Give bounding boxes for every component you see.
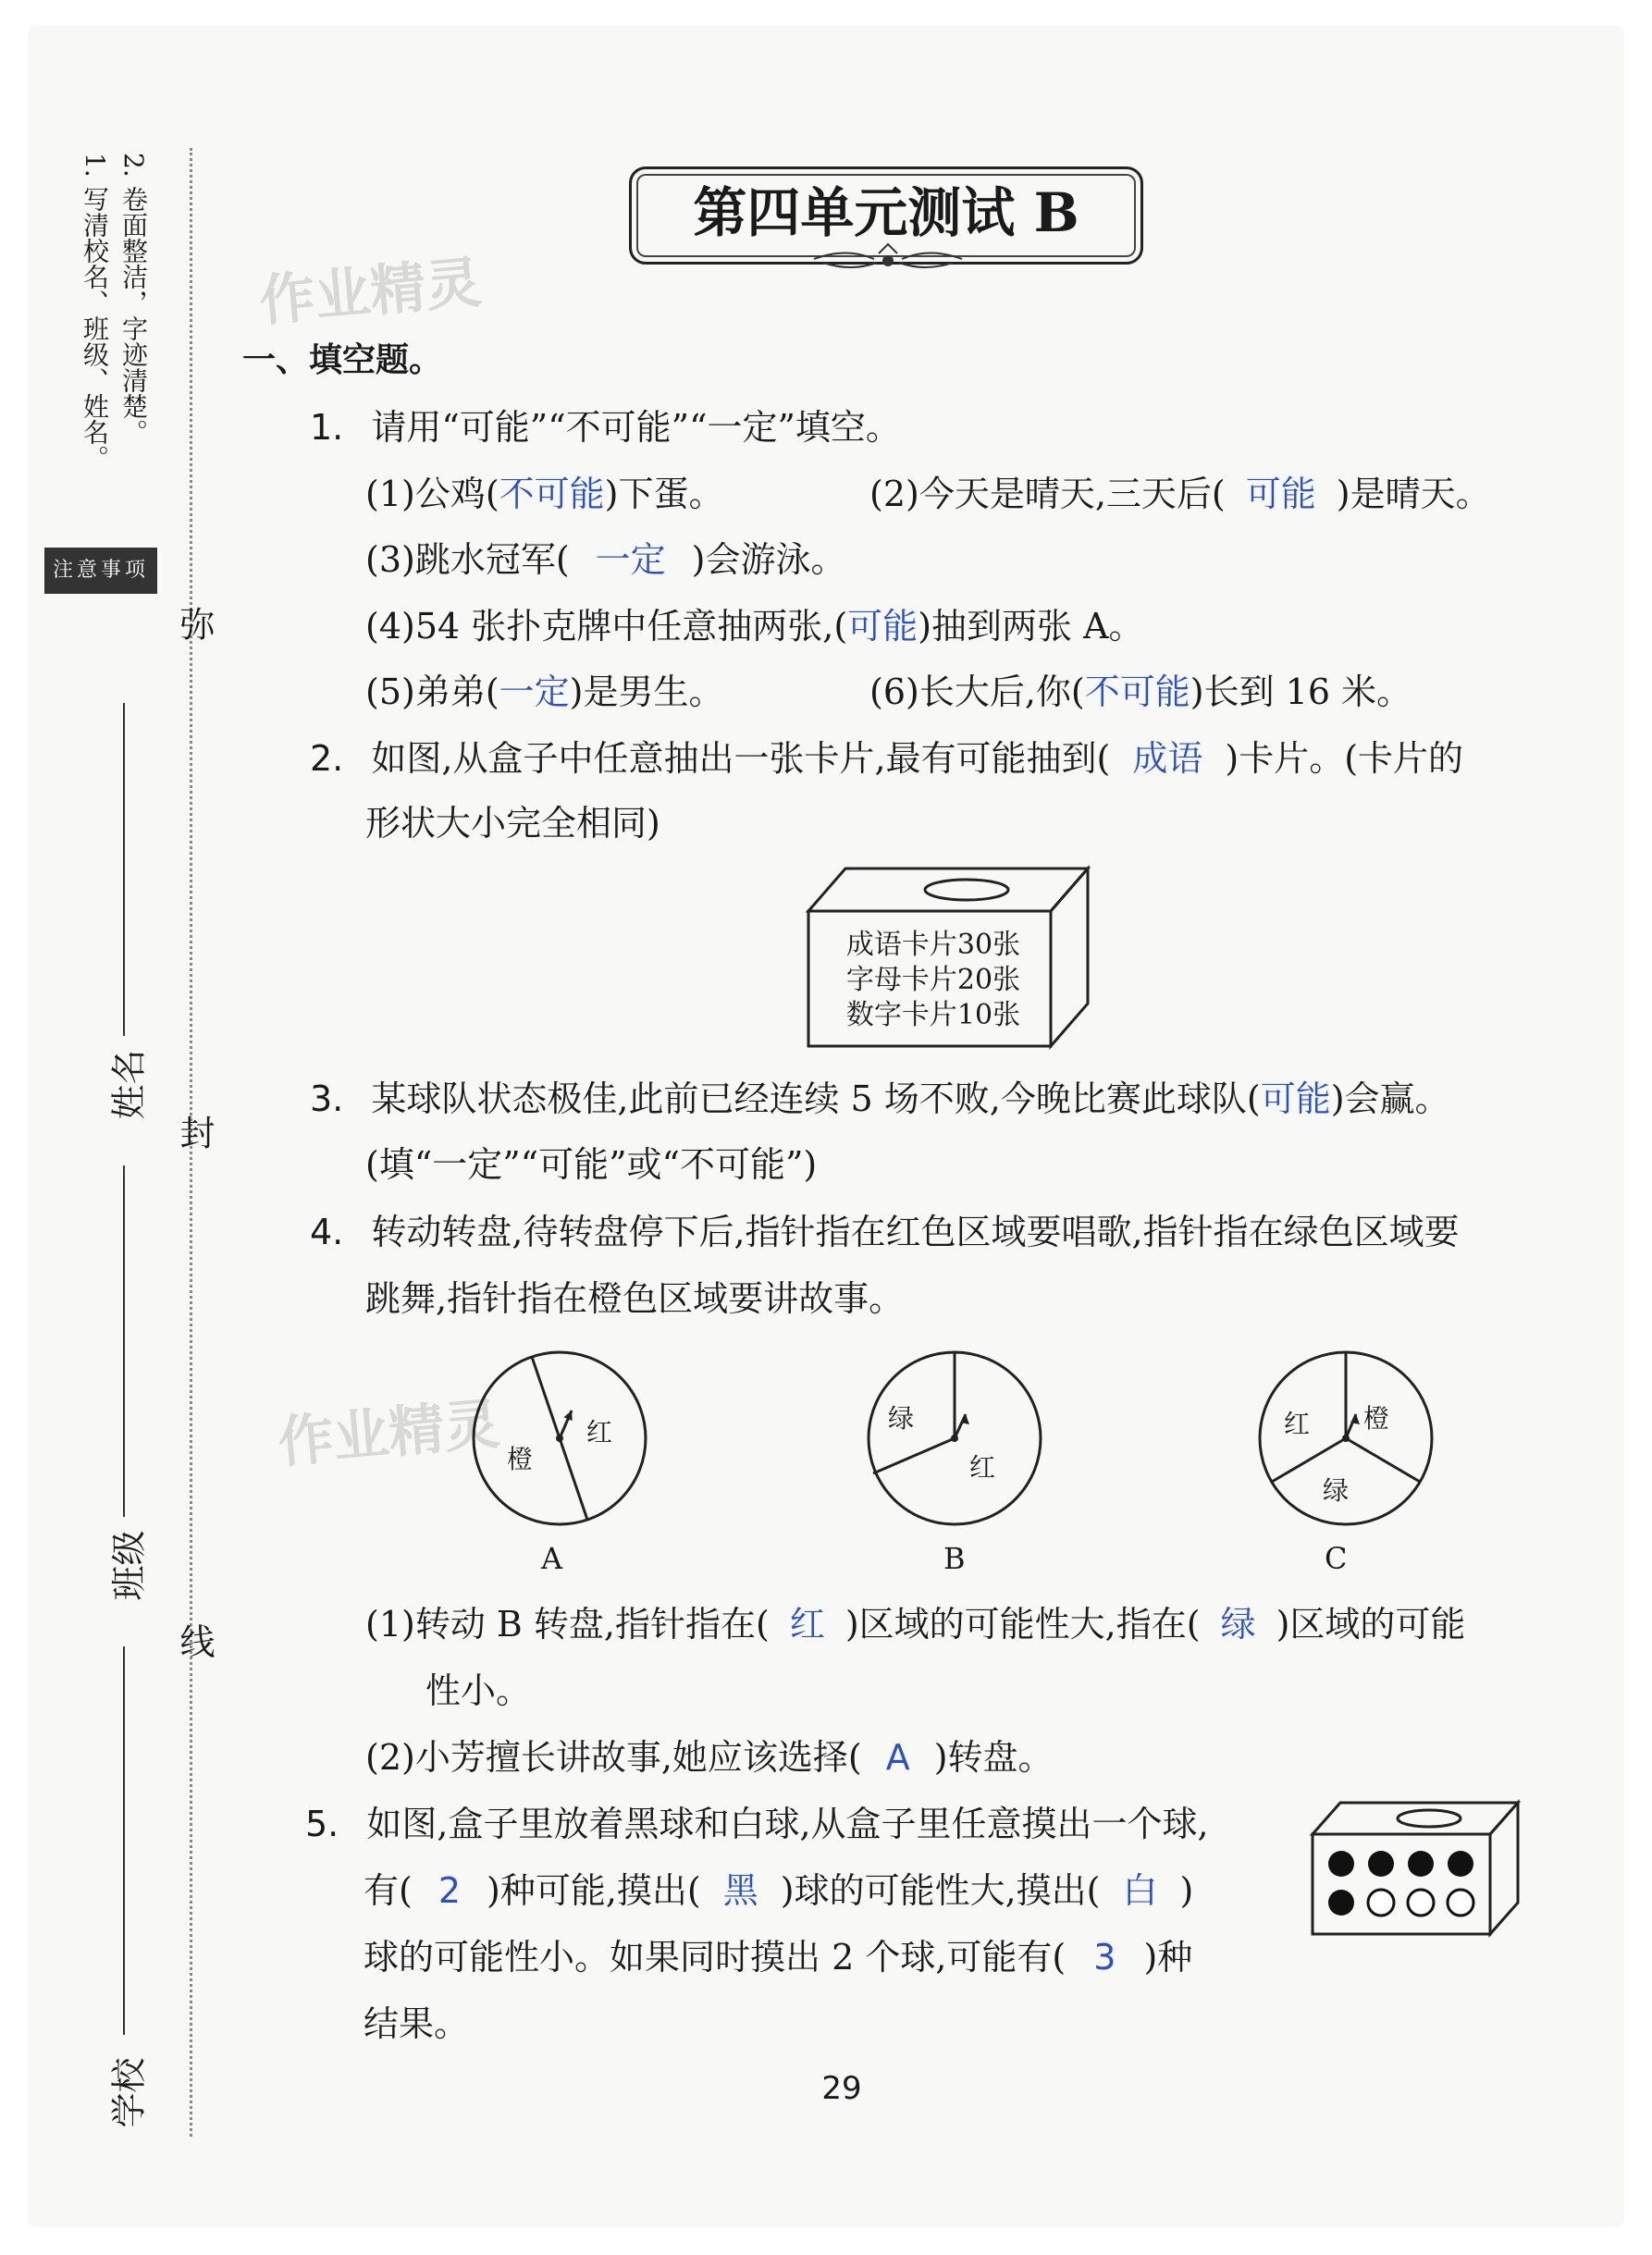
q1-s2-pre: (2)今天是晴天,三天后( bbox=[869, 474, 1226, 514]
q5-answer-1[interactable]: 2 bbox=[438, 1870, 462, 1911]
q4-p2-answer[interactable]: A bbox=[885, 1737, 910, 1778]
q4-stem-b: 跳舞,指针指在橙色区域要讲故事。 bbox=[365, 1278, 905, 1319]
spinner-a-region-orange: 橙 bbox=[507, 1444, 534, 1474]
q3-stem-c: (填“一定”“可能”或“不可能”) bbox=[365, 1144, 818, 1185]
q2-num: 2. bbox=[310, 738, 344, 779]
spinner-a-label: A bbox=[541, 1541, 563, 1576]
q5-line-3 bbox=[364, 1937, 1192, 1978]
q1-s5-answer[interactable]: 一定 bbox=[499, 672, 570, 712]
q4-part-1-cont: 性小。 bbox=[425, 1670, 532, 1711]
notes-label: 注意事项 bbox=[52, 559, 149, 582]
q1-s3-post: )会游泳。 bbox=[691, 539, 846, 580]
q2-stem bbox=[310, 738, 1463, 779]
card-box-line-2: 字母卡片20张 bbox=[845, 964, 1021, 996]
q1-s5-post: )是男生。 bbox=[569, 672, 724, 712]
q4-num: 4. bbox=[310, 1212, 344, 1252]
q1-s4-answer[interactable]: 可能 bbox=[847, 606, 918, 647]
seal-char-xian: 线 bbox=[174, 1623, 215, 1658]
spinner-c-region-green: 绿 bbox=[1323, 1475, 1350, 1506]
q4-p1-answer-1[interactable]: 红 bbox=[789, 1604, 825, 1645]
spinner-b-region-green: 绿 bbox=[888, 1403, 915, 1434]
q1-s1-answer[interactable]: 不可能 bbox=[499, 474, 605, 514]
q1-sub-2 bbox=[869, 474, 1491, 514]
spinner-b-label: B bbox=[943, 1541, 966, 1576]
q5-line-2 bbox=[364, 1870, 1193, 1911]
q5-line-4: 结果。 bbox=[364, 2003, 470, 2044]
class-label: 班级 bbox=[108, 1530, 150, 1601]
q1-s6-pre: (6)长大后,你( bbox=[869, 672, 1085, 712]
q1-s2-post: )是晴天。 bbox=[1336, 474, 1491, 514]
q3-answer[interactable]: 可能 bbox=[1260, 1078, 1331, 1119]
q1-s1-pre: (1)公鸡( bbox=[365, 474, 499, 514]
sidebar-note-2: 2. 卷面整洁，字迹清楚。 bbox=[118, 153, 149, 445]
q5-answer-4[interactable]: 3 bbox=[1093, 1937, 1116, 1978]
q5-num: 5. bbox=[305, 1804, 339, 1844]
card-box-line-1: 成语卡片30张 bbox=[845, 929, 1021, 961]
q3-num: 3. bbox=[310, 1078, 344, 1119]
q1-sub-3 bbox=[365, 539, 846, 580]
q1-s3-answer[interactable]: 一定 bbox=[595, 539, 666, 580]
q1-s5-pre: (5)弟弟( bbox=[365, 672, 499, 712]
watermark-mid: 作业精灵 bbox=[275, 1391, 503, 1476]
q1-text: 请用“可能”“不可能”“一定”填空。 bbox=[371, 407, 901, 448]
name-label: 姓名 bbox=[108, 1049, 150, 1120]
card-box-line-3: 数字卡片10张 bbox=[845, 999, 1021, 1031]
q1-s6-answer[interactable]: 不可能 bbox=[1084, 672, 1190, 712]
page-number: 29 bbox=[821, 2070, 862, 2107]
q1-num: 1. bbox=[310, 407, 344, 448]
q3-stem bbox=[310, 1078, 1450, 1119]
q1-s3-pre: (3)跳水冠军( bbox=[365, 539, 570, 580]
watermark-top: 作业精灵 bbox=[256, 250, 485, 335]
spinner-c-region-orange: 橙 bbox=[1363, 1403, 1390, 1434]
q1-s4-pre: (4)54 张扑克牌中任意抽两张,( bbox=[365, 606, 848, 647]
q5-answer-2[interactable]: 黑 bbox=[722, 1870, 758, 1911]
q1-stem bbox=[310, 407, 901, 448]
q5-l2-c: )球的可能性大,摸出( bbox=[780, 1870, 1101, 1911]
q2-answer[interactable]: 成语 bbox=[1132, 738, 1203, 779]
name-underline[interactable] bbox=[123, 703, 125, 1036]
q4-p1-post: )区域的可能 bbox=[1276, 1604, 1466, 1645]
sidebar-note-1: 1. 写清校名、班级、姓名。 bbox=[80, 153, 110, 471]
spinner-c-region-red: 红 bbox=[1284, 1409, 1311, 1439]
q1-sub-1 bbox=[365, 474, 724, 514]
q3-stem-a: 某球队状态极佳,此前已经连续 5 场不败,今晚比赛此球队( bbox=[371, 1078, 1261, 1119]
q5-l3-b: )种 bbox=[1143, 1937, 1193, 1978]
q2-stem-b: )卡片。(卡片的 bbox=[1225, 738, 1464, 779]
q4-p2-post: )转盘。 bbox=[933, 1737, 1054, 1778]
q5-l2-a: 有( bbox=[364, 1870, 413, 1911]
ball-box-figure bbox=[1309, 1799, 1522, 1938]
q5-line-1 bbox=[305, 1804, 1209, 1844]
q1-sub-5 bbox=[365, 672, 724, 712]
q4-p2-pre: (2)小芳擅长讲故事,她应该选择( bbox=[365, 1737, 862, 1778]
q3-stem-b: )会赢。 bbox=[1330, 1078, 1450, 1119]
section-heading: 一、填空题。 bbox=[242, 341, 443, 379]
spinner-a-region-red: 红 bbox=[586, 1417, 613, 1448]
q1-s1-post: )下蛋。 bbox=[604, 474, 724, 514]
school-underline[interactable] bbox=[123, 1646, 125, 2035]
q5-l1-text: 如图,盒子里放着黑球和白球,从盒子里任意摸出一个球, bbox=[366, 1804, 1209, 1844]
seal-char-feng: 封 bbox=[174, 1115, 215, 1150]
q1-s2-answer[interactable]: 可能 bbox=[1245, 474, 1316, 514]
q5-l2-b: )种可能,摸出( bbox=[487, 1870, 701, 1911]
q4-part-2 bbox=[365, 1737, 1054, 1778]
q4-stem bbox=[310, 1212, 1460, 1252]
spinner-a bbox=[467, 1346, 652, 1531]
q4-p1-mid: )区域的可能性大,指在( bbox=[844, 1604, 1201, 1645]
q5-l3-a: 球的可能性小。如果同时摸出 2 个球,可能有( bbox=[364, 1937, 1066, 1978]
q5-l2-d: ) bbox=[1179, 1870, 1194, 1911]
spinner-b bbox=[862, 1346, 1047, 1531]
q2-stem-a: 如图,从盒子中任意抽出一张卡片,最有可能抽到( bbox=[371, 738, 1111, 779]
q5-answer-3[interactable]: 白 bbox=[1122, 1870, 1158, 1911]
q1-sub-4 bbox=[365, 606, 1144, 647]
class-underline[interactable] bbox=[123, 1165, 125, 1517]
q4-stem-a: 转动转盘,待转盘停下后,指针指在红色区域要唱歌,指针指在绿色区域要 bbox=[371, 1212, 1460, 1252]
spinner-c-label: C bbox=[1325, 1541, 1348, 1576]
q4-part-1 bbox=[365, 1604, 1465, 1645]
title-ornament bbox=[805, 242, 971, 279]
school-label: 学校 bbox=[108, 2057, 150, 2128]
q4-p1-pre: (1)转动 B 转盘,指针指在( bbox=[365, 1604, 770, 1645]
q1-s4-post: )抽到两张 A。 bbox=[918, 606, 1144, 647]
q2-stem-c: 形状大小完全相同) bbox=[365, 803, 660, 844]
q1-s6-post: )长到 16 米。 bbox=[1190, 672, 1412, 712]
q1-sub-6 bbox=[869, 672, 1412, 712]
q4-p1-answer-2[interactable]: 绿 bbox=[1220, 1604, 1256, 1645]
spinner-b-region-red: 红 bbox=[969, 1452, 996, 1483]
page-title: 第四单元测试 B bbox=[693, 181, 1079, 244]
seal-char-mi: 弥 bbox=[174, 606, 215, 641]
